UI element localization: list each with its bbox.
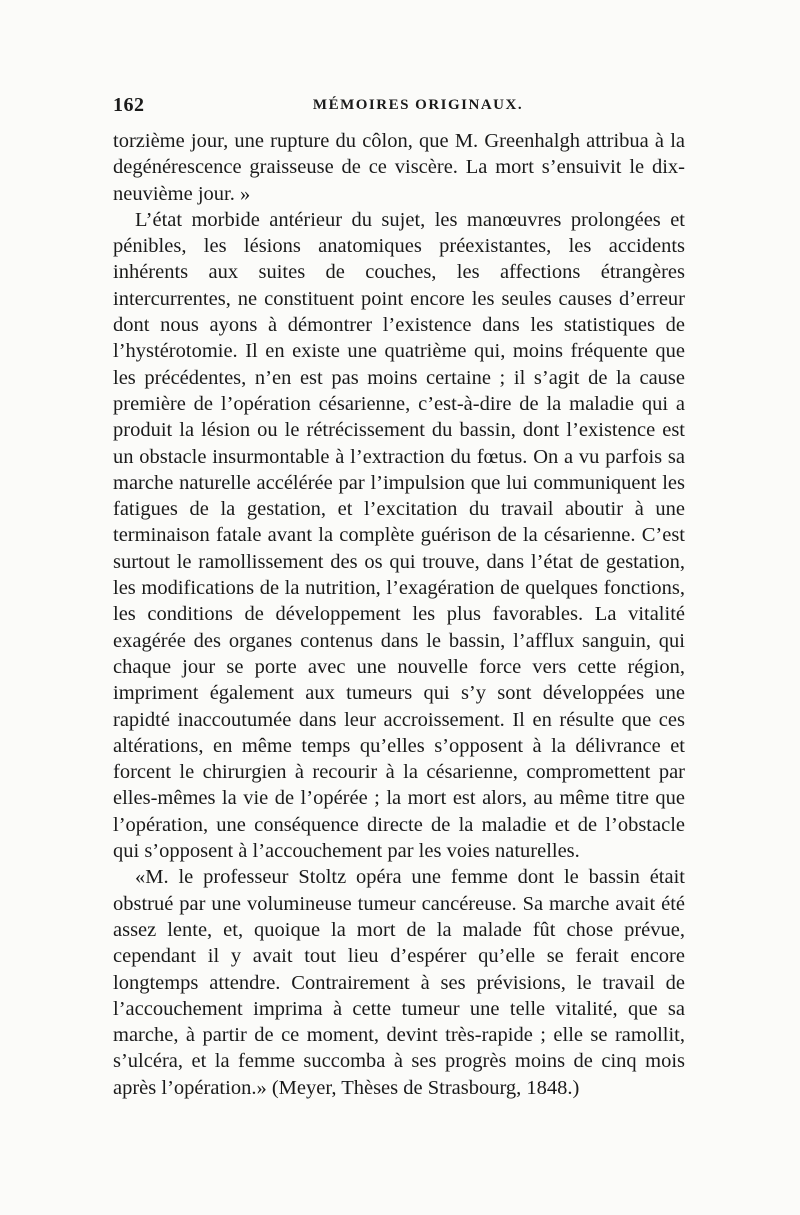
paragraph-quotation: «M. le professeur Stoltz opéra une femme dont le bassin était obstrué par une volumineuse tumeur cancéreuse. Sa marche avait été assez lente, et, quoique la mort de la malade fût chose prévue, cependant il y avait tout lieu d’espérer qu’elle se ferait encore longtemps attendre. Contrairement à ses prévisions, le travail de l’accouchement imprima à cette tumeur une telle vitalité, que sa marche, à partir de ce moment, devint très-rapide ; elle se ramollit, s’ulcéra, et la femme succomba à ses progrès moins de cinq mois après l’opération.» (Meyer, Thèses de Strasbourg, 1848.) xyxy=(113,866,685,1099)
paragraph-continued: torzième jour, une rupture du côlon, que M. Greenhalgh attribua à la degénérescence graisseuse de ce viscère. La mort s’ensuivit le dix-neuvième jour. » xyxy=(113,130,685,205)
paragraph-main: L’état morbide antérieur du sujet, les manœuvres prolongées et pénibles, les lésions anatomiques préexistantes, les accidents inhérents aux suites de couches, les affections étrangères intercurrentes, ne constituent point encore les seules causes d’erreur dont nous ayons à démontrer l’existence dans les statistiques de l’hystérotomie. Il en existe une quatrième qui, moins fréquente que les précédentes, n’en est pas moins certaine ; il s’agit de la cause première de l’opération césarienne, c’est-à-dire de la maladie qui a produit la lésion ou le rétrécissement du bassin, dont l’existence est un obstacle insurmontable à l’extraction du fœtus. On a vu parfois sa marche naturelle accélérée par l’impulsion que lui communiquent les fatigues de la gestation, et l’excitation du travail aboutir à une terminaison fatale avant la complète guérison de la césarienne. C’est surtout le ramollissement des os qui trouve, dans l’état de gestation, les modifications de la nutrition, l’exagération de quelques fonctions, les conditions de développement les plus favorables. La vitalité exagérée des organes contenus dans le bassin, l’afflux sanguin, qui chaque jour se porte avec une nouvelle force vers cette région, impriment également aux tumeurs qui s’y sont développées une rapidté inaccoutumée dans leur accroissement. Il en résulte que ces altérations, en même temps qu’elles s’opposent à la délivrance et forcent le chirurgien à recourir à la césarienne, compromettent par elles-mêmes la vie de l’opérée ; la mort est alors, au même titre que l’opération, une conséquence directe de la maladie et de l’obstacle qui s’opposent à l’accouchement par les voies naturelles. xyxy=(113,208,685,863)
running-title: MÉMOIRES ORIGINAUX. xyxy=(312,97,524,113)
body-text xyxy=(113,128,685,1101)
running-head xyxy=(113,94,693,118)
page-number: 162 xyxy=(113,94,145,116)
